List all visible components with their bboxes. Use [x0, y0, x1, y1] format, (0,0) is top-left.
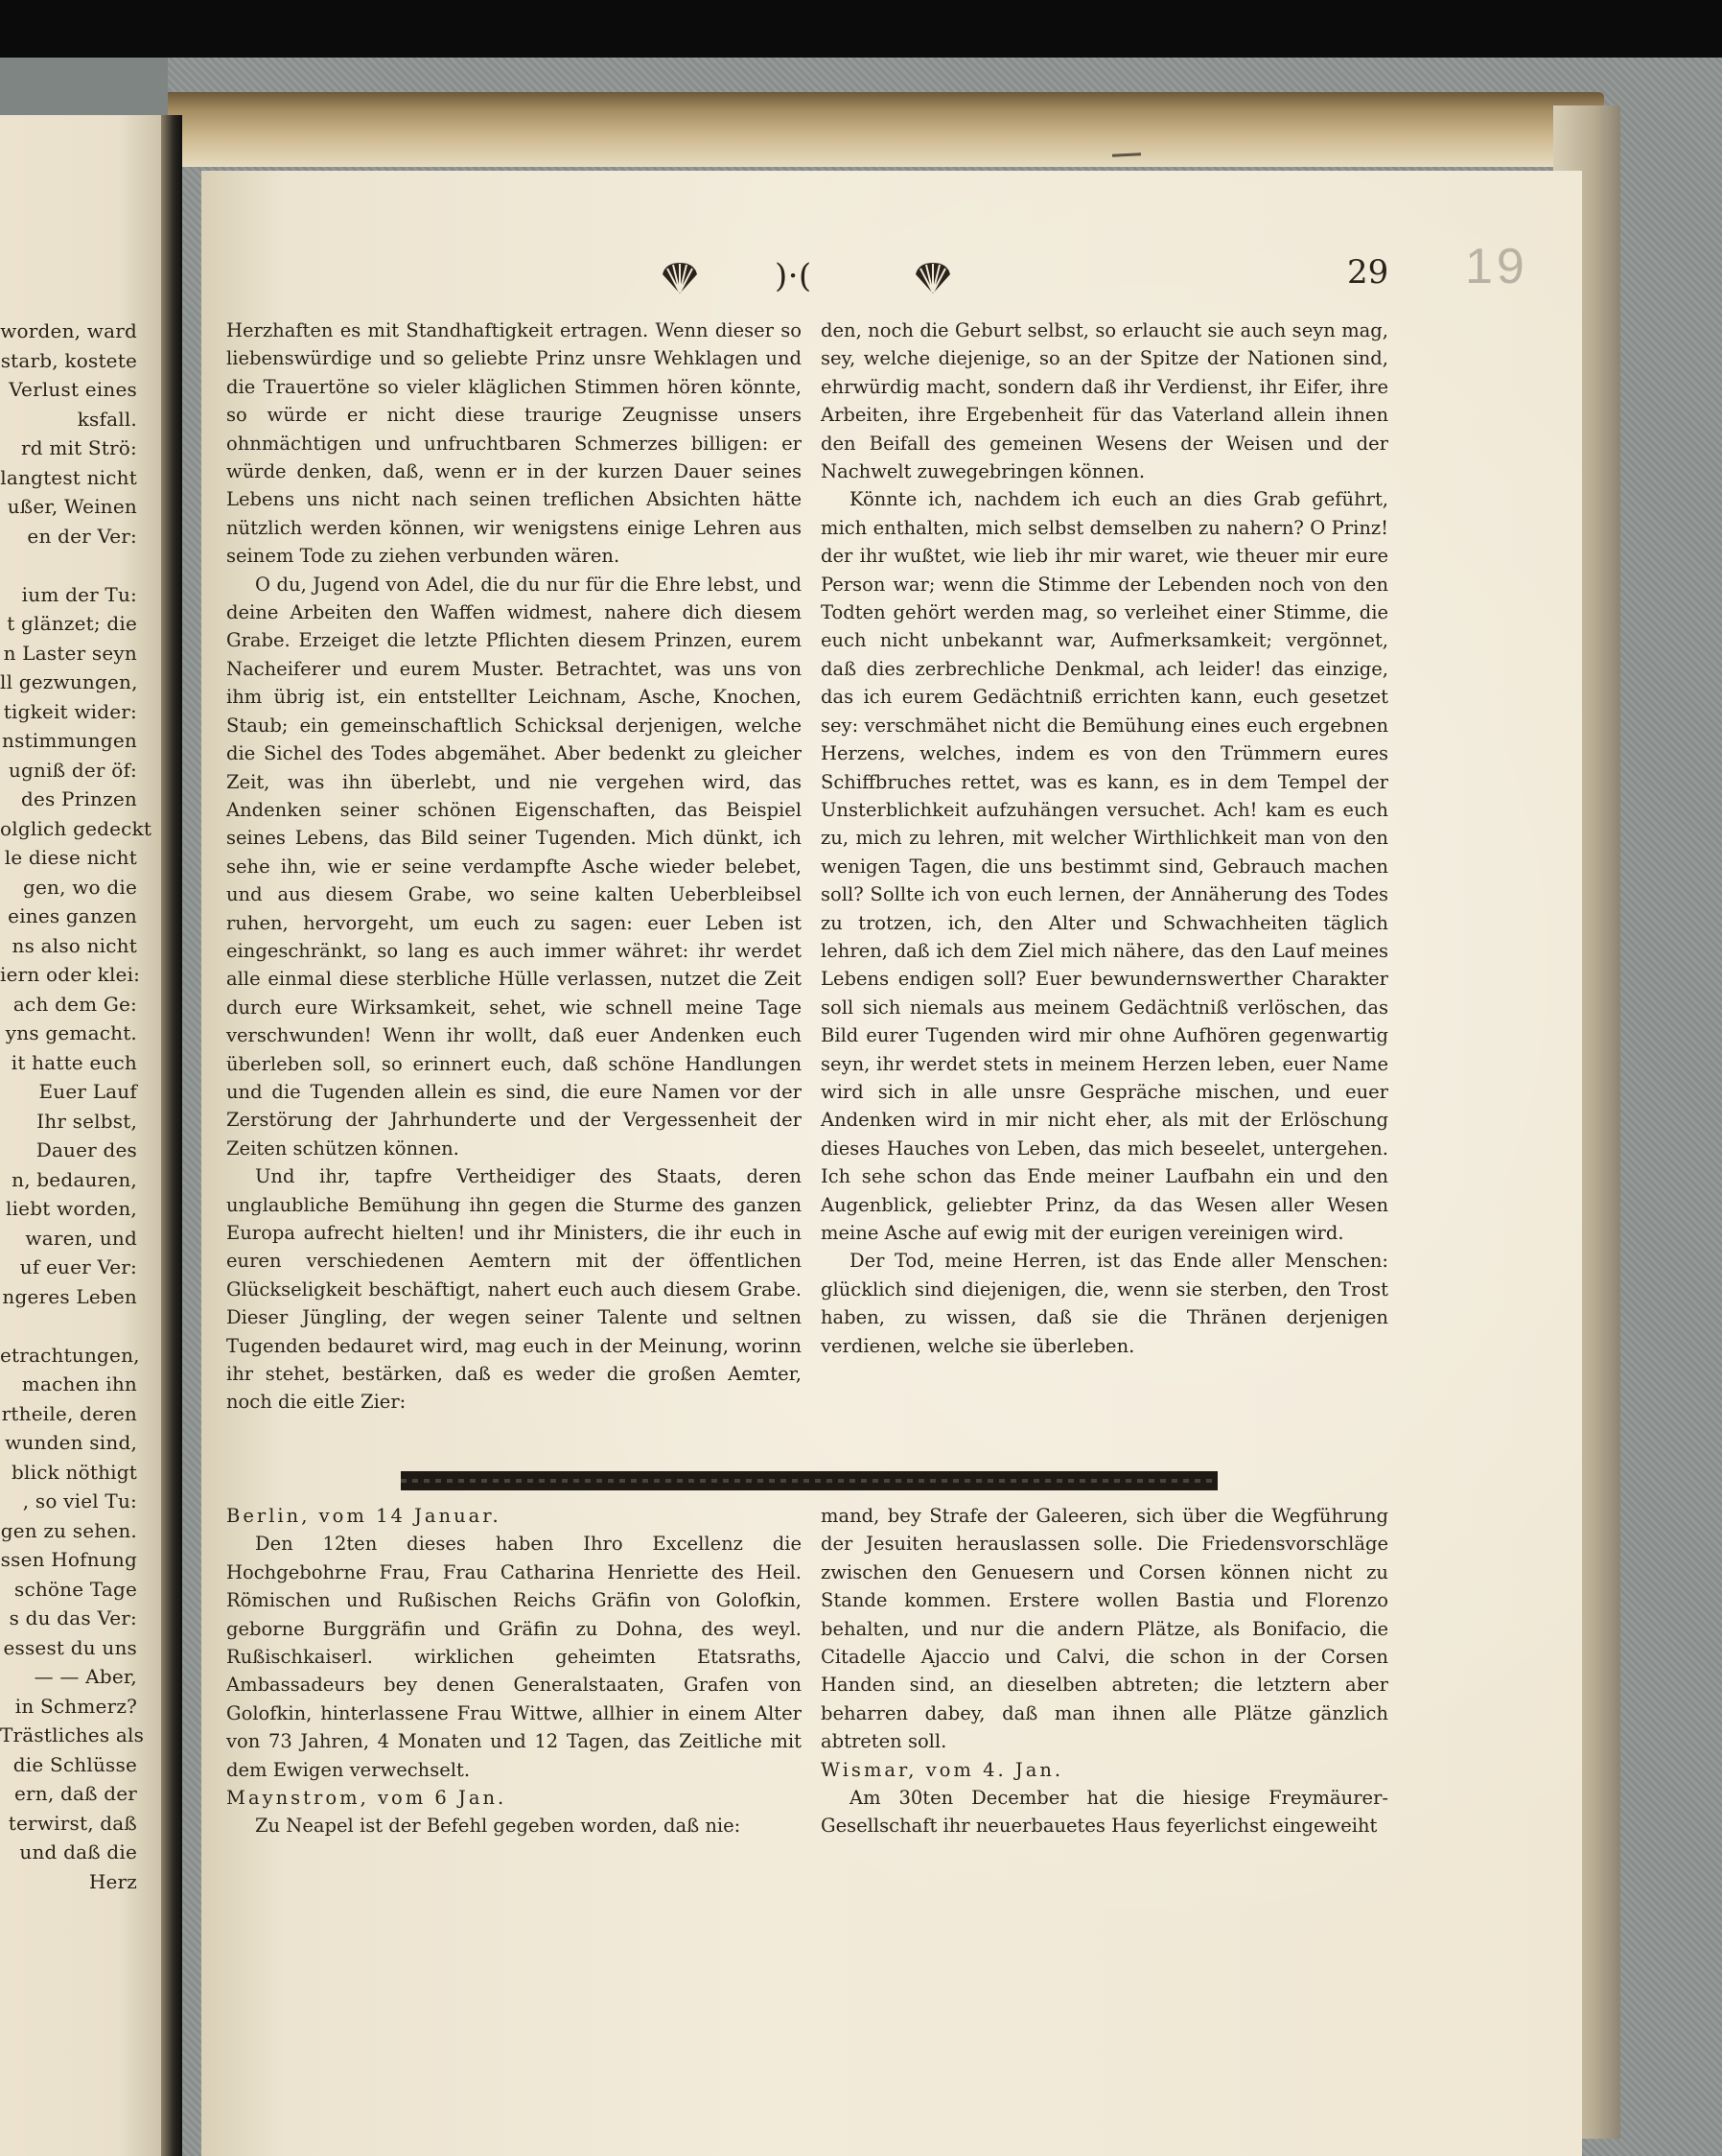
left-page-line: t glänzet; die — [7, 612, 137, 635]
left-page-text — [0, 316, 168, 1896]
left-page-line: ern, daß der — [13, 1782, 137, 1805]
paragraph: Könnte ich, nachdem ich euch an dies Grab geführt, mich enthalten, mich selbst demselben zu nahern? O Prinz! der ihr wußtet, wie lieb ihr mir waret, wie theuer mir eure Person war; wenn die Stimme der Lebenden noch von den Todten gehört werden mag, so verleihet einer Stimme, die euch nicht unbekannt war, Aufmerksamkeit; vergönnet, daß dies zerbrechliche Denkmal, ach leider! das einzige, das ich eurem Gedächtniß errichten kann, euch gesetzet sey: verschmähet nicht die Bemühung eines euch ergebnen Herzens, welches, indem es von den Trümmern eures Schiffbruches rettet, was es kann, es in dem Tempel der Unsterblichkeit aufzuhängen versuchet. Ach! kam es euch zu, mich zu lehren, mit welcher Wirthlichkeit man von den wenigen Tagen, die uns bestimmt sind, Gebrauch machen soll? Sollte ich von euch lernen, der Annäherung des Todes zu trotzen, ich, den Alter und Schwachheiten täglich lehren, daß ich dem Ziel mich nähere, das den Lauf meines Lebens endigen soll? Euer bewundernswerther Charakter soll sich niemals aus meinem Gedächtniß verlöschen, das Bild eurer Tugenden wird mir ohne Aufhören gegenwartig seyn, ihr werdet stets in meinem Herzen leben, euer Name wird sich in alle unsre Gespräche mischen, und euer Andenken wird in mir nicht eher, als mit der Erlöschung dieses Hauches von Leben, das mich beseelet, untergehen. Ich sehe schon das Ende meiner Laufbahn ein und den Augenblick, geliebter Prinz, da das Wesen aller Wesen meine Asche auf ewig mit der eurigen vereinigen wird. — [821, 488, 1388, 1244]
header-ornament-mid: )⋅( — [775, 257, 812, 295]
left-page-line: , so viel Tu: — [22, 1489, 137, 1512]
left-page-line: olglich gedeckt — [0, 816, 152, 840]
paragraph: Am 30ten December hat die hiesige Freymäurer-Gesellschaft ihr neuerbauetes Haus feyerlichst eingeweiht — [821, 1787, 1388, 1838]
left-page-line: ksfall. — [77, 407, 137, 431]
left-page-line: Verlust eines — [9, 378, 137, 401]
dateline-heading: Maynstrom, vom 6 Jan. — [226, 1787, 507, 1810]
left-page-line: blick nöthigt — [12, 1460, 137, 1484]
section-divider — [401, 1471, 1218, 1490]
left-page-line: Ihr selbst, — [36, 1109, 137, 1133]
left-page-line: die Schlüsse — [12, 1752, 137, 1776]
left-page-line: — — Aber, — [34, 1665, 137, 1688]
paragraph: Und ihr, tapfre Vertheidiger des Staats, deren unglaubliche Bemühung ihn gegen die Sturme des ganzen Europa aufrecht hielten! und ihr Ministers, die ihr euch in euren verschiedenen Aemtern mit der öffentlichen Glückseligkeit beschäftigt, nahert euch auch diesem Grabe. Dieser Jüngling, der wegen seiner Talente und seltnen Tugenden bedauret wird, mag euch in der Meinung, worinn ihr stehet, bestärken, daß es weder die großen Aemter, noch die eitle Zier: — [226, 1165, 802, 1414]
left-page-line: rtheile, deren — [1, 1401, 137, 1425]
left-page-line: n Laster seyn — [3, 641, 137, 665]
left-page-line: ns also nicht — [12, 933, 137, 957]
left-page-line: Trästliches als — [0, 1723, 145, 1746]
left-page-line: schöne Tage — [13, 1577, 137, 1601]
left-page-line: uf euer Ver: — [19, 1255, 137, 1278]
left-page-line: nstimmungen — [2, 729, 137, 752]
left-page-line: ll gezwungen, — [0, 670, 138, 693]
left-page — [0, 115, 168, 2156]
paragraph: Zu Neapel ist der Befehl gegeben worden, daß nie: — [255, 1815, 741, 1838]
left-page-line: in Schmerz? — [14, 1694, 137, 1718]
left-page-line: essest du uns — [3, 1635, 137, 1659]
paragraph: mand, bey Strafe der Galeeren, sich über die Wegführung der Jesuiten herauslassen solle. Die Friedensvorschläge zwischen den Genuesern und Corsen können nicht zu Stande kommen. Erstere wollen Bastia und Florenzo behalten, und nur die andern Plätze, als Bonifacio, die Citadelle Ajaccio und Calvi, die schon in der Corsen Handen sind, an dieselben abtreten; die letztern aber beharren dabey, daß man ihnen alle Plätze gänzlich abtreten soll. — [821, 1505, 1388, 1753]
left-page-line: ugniß der öf: — [8, 758, 137, 782]
left-page-line: langtest nicht — [0, 465, 137, 489]
left-page-line: Dauer des — [35, 1138, 137, 1161]
left-page-line: s du das Ver: — [9, 1606, 137, 1629]
left-page-line: und daß die — [19, 1840, 137, 1863]
left-page-line: machen ihn — [21, 1372, 137, 1395]
dateline-heading: Berlin, vom 14 Januar. — [226, 1505, 501, 1527]
left-page-line: ngeres Leben — [2, 1284, 137, 1308]
column-right-bottom — [821, 1502, 1388, 1840]
paragraph: den, noch die Geburt selbst, so erlaucht sie auch seyn mag, sey, welche diejenige, so an der Spitze der Nationen sind, ehrwürdig macht, sondern daß ihr Verdienst, ihr Eifer, ihre Arbeiten, ihre Ergebenheit für das Vaterland allein ihnen den Beifall des gemeinen Wesens der Weisen und der Nachwelt zuwegebringen können. — [821, 319, 1388, 483]
left-page-line: tigkeit wider: — [3, 699, 137, 723]
left-page-line: ach dem Ge: — [12, 992, 137, 1016]
left-page-line: rd mit Strö: — [21, 436, 137, 459]
left-page-line: it hatte euch — [11, 1050, 137, 1074]
shell-ornament-icon — [660, 261, 700, 295]
header-ornament — [660, 257, 966, 305]
left-page-line: Herz — [88, 1869, 137, 1893]
left-page-line: gen, wo die — [23, 875, 137, 899]
left-page-line: eines ganzen — [8, 904, 137, 927]
paragraph: Herzhaften es mit Standhaftigkeit ertragen. Wenn dieser so liebenswürdige und so geliebte Prinz unsre Wehklagen und die Trauertöne so vieler kläglichen Stimmen hören könnte, so würde er nicht diese traurige Zeugnisse unsers ohnmächtigen und unfruchtbaren Schmerzes billigen: er würde denken, daß, wenn er in der kurzen Dauer seines Lebens uns nicht nach seinen treflichen Absichten hätte nützlich werden können, wir wenigstens einige Lehren aus seinem Tode zu ziehen verbunden wären. — [226, 319, 802, 568]
column-left-top — [226, 316, 802, 1417]
paragraph: O du, Jugend von Adel, die du nur für die Ehre lebst, und deine Arbeiten den Waffen widmest, nahere dich diesem Grabe. Erzeiget die letzte Pflichten diesem Prinzen, eurem Nacheiferer und eurem Muster. Betrachtet, was uns von ihm übrig ist, ein entstellter Leichnam, Asche, Knochen, Staub; ein gemeinschaftlich Schicksal derjenigen, welche die Sichel des Todes abgemähet. Aber bedenkt zu gleicher Zeit, was ihn überlebt, und nie vergehen wird, das Andenken seiner schönen Eigenschaften, das Beispiel seines Lebens, das Bild seiner Tugenden. Mich dünkt, ich sehe ihn, wie er seine verdampfte Asche wieder belebet, und aus diesem Grabe, wo seine kalten Ueberbleibsel ruhen, hervorgeht, um euch zu sagen: euer Leben ist eingeschränkt, so lang es auch immer währet: ihr werdet alle einmal diese sterbliche Hülle verlassen, nutzet die Zeit durch eure Wirksamkeit, sehet, wie schnell meine Tage verschwunden! Wenn ihr wollt, daß euer Andenken euch überleben soll, so erinnert euch, daß schöne Handlungen und die Tugenden allein es sind, die eure Namen vor der Zerstörung der Jahrhunderte und der Vergessenheit der Zeiten schützen können. — [226, 573, 802, 1160]
dateline-heading: Wismar, vom 4. Jan. — [821, 1758, 1064, 1781]
left-page-line: en der Ver: — [27, 524, 137, 548]
left-page-line: ium der Tu: — [21, 582, 137, 606]
left-page-line: yns gemacht. — [5, 1021, 137, 1044]
left-page-line: starb, kostete — [0, 348, 137, 372]
left-page-line: liebt worden, — [5, 1197, 137, 1220]
gutter — [161, 115, 182, 2156]
left-page-line: Euer Lauf — [38, 1080, 137, 1103]
left-page-line — [0, 551, 168, 580]
column-right-top — [821, 316, 1388, 1360]
left-page-line: n, bedauren, — [12, 1167, 137, 1191]
pencil-folio: 19 — [1465, 239, 1528, 294]
left-page-line: waren, und — [25, 1226, 137, 1250]
page-stack-top — [106, 92, 1605, 167]
column-left-bottom — [226, 1502, 802, 1840]
paragraph: Der Tod, meine Herren, ist das Ende aller Menschen: glücklich sind diejenigen, die, wenn sie sterben, den Trost haben, zu wissen, daß sie die Thränen derjenigen verdienen, welche sie überleben. — [821, 1250, 1388, 1357]
left-page-line — [0, 1311, 168, 1341]
shell-ornament-icon — [913, 261, 953, 295]
page-number: 29 — [1347, 253, 1389, 292]
left-page-line: etrachtungen, — [0, 1343, 140, 1367]
left-page-line: gen zu sehen. — [0, 1518, 137, 1542]
left-page-line: ssen Hofnung — [0, 1548, 137, 1571]
left-page-line: iern oder klei: — [0, 963, 141, 986]
left-page-line: terwirst, daß — [8, 1811, 137, 1835]
left-page-line: le diese nicht — [4, 846, 137, 869]
left-page-line: wunden sind, — [5, 1431, 137, 1454]
left-page-line: worden, ward — [0, 319, 137, 342]
left-page-line: ußer, Weinen — [7, 495, 137, 518]
left-page-line: des Prinzen — [20, 787, 137, 810]
paragraph: Den 12ten dieses haben Ihro Excellenz die Hochgebohrne Frau, Frau Catharina Henriette des Heil. Römischen und Rußischen Reichs Gräfin von Golofkin, geborne Burggräfin und Gräfin zu Dohna, des weyl. Rußischkaiserl. wirklichen geheimten Etatsraths, Ambassadeurs bey denen Generalstaaten, Grafen von Golofkin, hinterlassene Frau Wittwe, allhier in einem Alter von 73 Jahren, 4 Monaten und 12 Tagen, das Zeitliche mit dem Ewigen verwechselt. — [226, 1533, 802, 1781]
